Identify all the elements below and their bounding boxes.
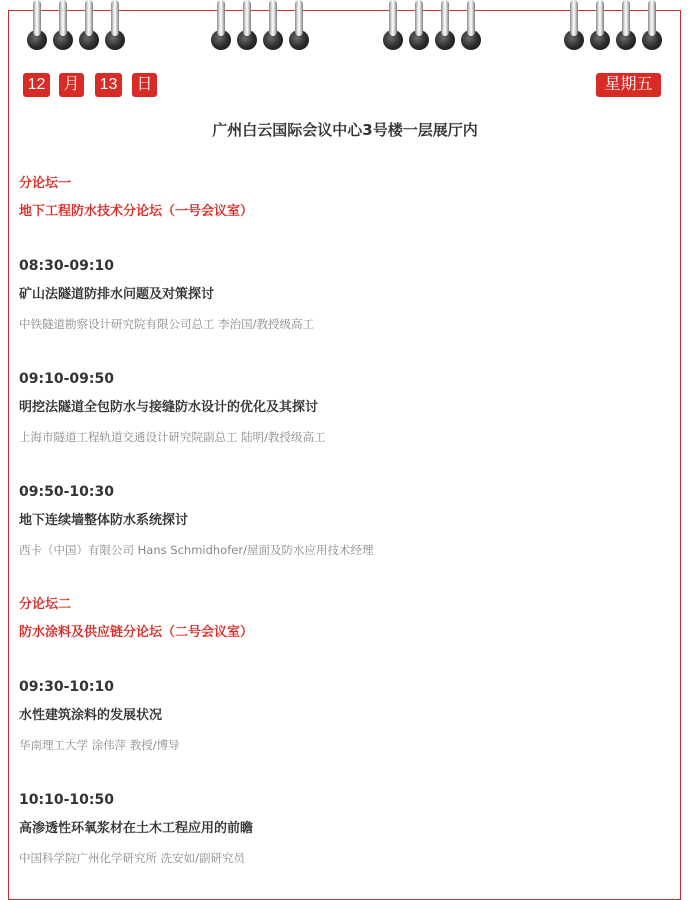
ring <box>266 0 280 50</box>
session-title: 地下连续墙整体防水系统探讨 <box>19 513 189 528</box>
ring <box>386 0 400 50</box>
ring <box>240 0 254 50</box>
session-time: 09:50-10:30 <box>19 484 114 500</box>
ring <box>412 0 426 50</box>
session-speaker: 中国科学院广州化学研究所 冼安如/副研究员 <box>19 851 246 865</box>
session-title: 明挖法隧道全包防水与接缝防水设计的优化及其探讨 <box>19 400 319 415</box>
ring <box>214 0 228 50</box>
day-badge: 13 <box>95 73 122 97</box>
ring <box>645 0 659 50</box>
session-speaker: 上海市隧道工程轨道交通设计研究院副总工 陆明/教授级高工 <box>19 430 326 444</box>
session-speaker: 西卡（中国）有限公司 Hans Schmidhofer/屋面及防水应用技术经理 <box>19 543 374 557</box>
session-speaker: 华南理工大学 涂伟萍 教授/博导 <box>19 738 180 752</box>
calendar-card <box>8 10 681 900</box>
ring <box>593 0 607 50</box>
month-badge: 12 <box>23 73 50 97</box>
session-time: 08:30-09:10 <box>19 258 114 274</box>
forum-2-title: 防水涂料及供应链分论坛（二号会议室） <box>19 625 254 640</box>
month-char-badge: 月 <box>59 73 84 97</box>
forum-1-title: 地下工程防水技术分论坛（一号会议室） <box>19 204 254 219</box>
forum-1-label: 分论坛一 <box>19 176 72 191</box>
session-time: 10:10-10:50 <box>19 792 114 808</box>
forum-2-label: 分论坛二 <box>19 597 72 612</box>
ring <box>438 0 452 50</box>
weekday-badge: 星期五 <box>596 73 661 97</box>
session-time: 09:10-09:50 <box>19 371 114 387</box>
venue-title: 广州白云国际会议中心3号楼一层展厅内 <box>212 121 478 139</box>
ring <box>82 0 96 50</box>
ring <box>292 0 306 50</box>
ring <box>567 0 581 50</box>
ring <box>56 0 70 50</box>
session-speaker: 中铁隧道勘察设计研究院有限公司总工 李治国/教授级高工 <box>19 317 315 331</box>
session-time: 09:30-10:10 <box>19 679 114 695</box>
session-title: 矿山法隧道防排水问题及对策探讨 <box>19 287 215 302</box>
session-title: 高渗透性环氧浆材在土木工程应用的前瞻 <box>19 821 254 836</box>
ring <box>619 0 633 50</box>
day-char-badge: 日 <box>132 73 157 97</box>
ring <box>108 0 122 50</box>
ring <box>30 0 44 50</box>
session-title: 水性建筑涂料的发展状况 <box>19 708 163 723</box>
ring <box>464 0 478 50</box>
